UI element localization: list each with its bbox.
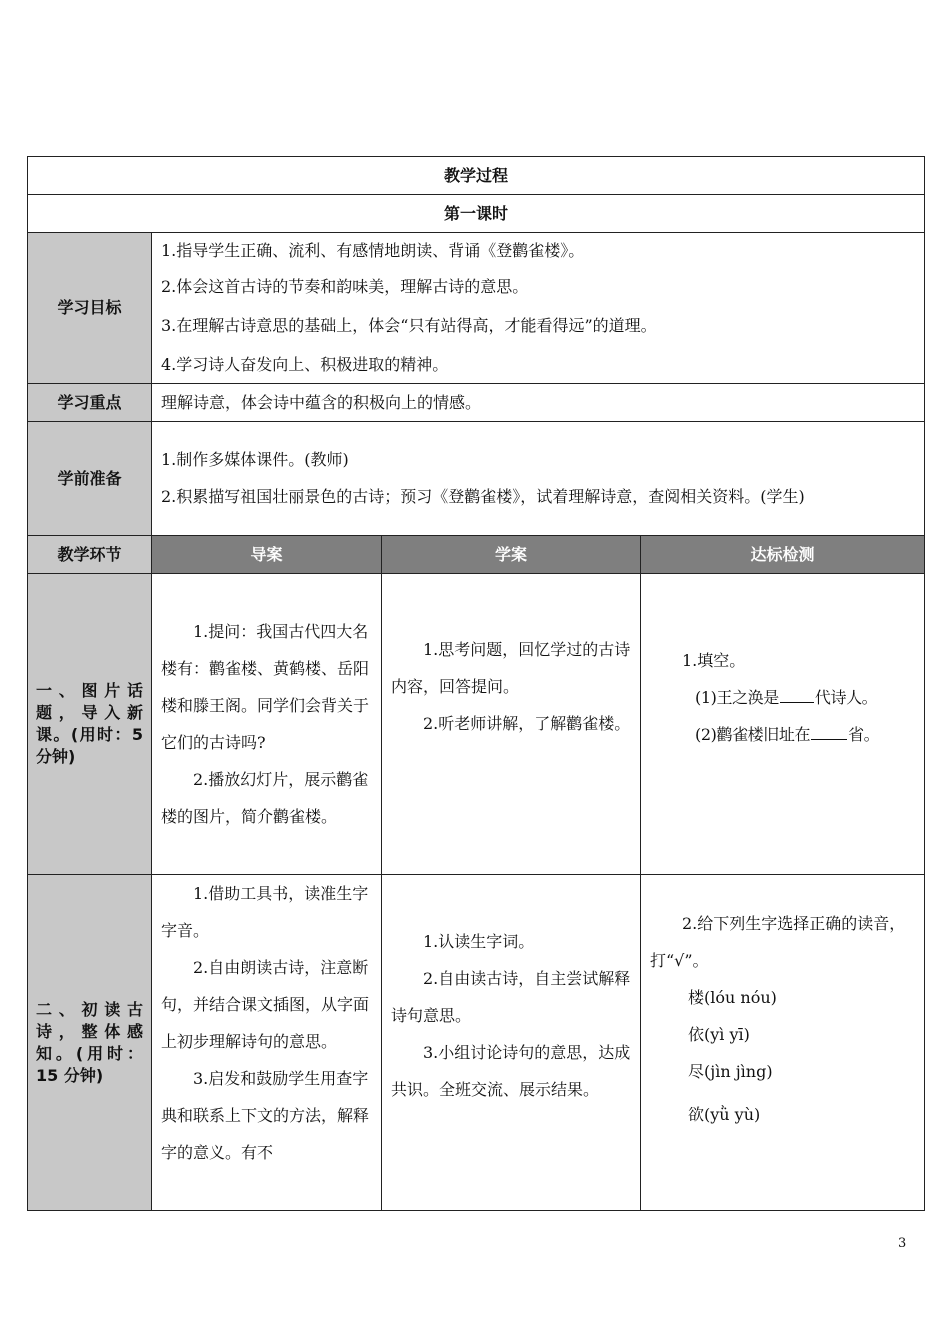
preparation-item: 2.积累描写祖国壮丽景色的古诗；预习《登鹳雀楼》，试着理解诗意，查阅相关资料。(学生) — [161, 486, 805, 506]
study-paragraph: 2.自由读古诗，自主尝试解释诗句意思。 — [391, 969, 631, 1025]
fill-question — [650, 679, 915, 716]
focus-text: 理解诗意，体会诗中蕴含的积极向上的情感。 — [152, 384, 925, 422]
check-cell — [641, 574, 925, 875]
question-text: 省。 — [848, 725, 880, 744]
guide-paragraph: 2.自由朗读古诗，注意断句，并结合课文插图，从字面上初步理解诗句的意思。 — [161, 958, 370, 1051]
pinyin-choice: 依(yì yī) — [688, 1025, 750, 1044]
objective-item: 3.在理解古诗意思的基础上，体会“只有站得高，才能看得远”的道理。 — [161, 316, 657, 335]
guide-cell — [152, 875, 382, 1211]
preparation-label: 学前准备 — [28, 422, 152, 536]
answer-blank[interactable] — [780, 688, 814, 703]
guide-paragraph: 1.借助工具书，读准生字字音。 — [161, 884, 369, 940]
objective-item: 4.学习诗人奋发向上、积极进取的精神。 — [161, 355, 449, 374]
table-row — [28, 574, 925, 875]
objectives-label: 学习目标 — [28, 233, 152, 384]
check-intro: 2.给下列生字选择正确的读音，打“√”。 — [650, 914, 906, 970]
guide-paragraph: 1.提问：我国古代四大名楼有：鹳雀楼、黄鹤楼、岳阳楼和滕王阁。同学们会背关于它们的古诗吗? — [161, 622, 370, 752]
column-header-check: 达标检测 — [641, 536, 925, 574]
table-row — [28, 875, 925, 1211]
column-header-guide: 导案 — [152, 536, 382, 574]
preparation-content — [152, 422, 925, 536]
page-number: 3 — [898, 1236, 907, 1251]
study-paragraph: 1.认读生字词。 — [423, 932, 535, 951]
objective-item: 1.指导学生正确、流利、有感情地朗读、背诵《登鹳雀楼》。 — [161, 241, 585, 260]
focus-label: 学习重点 — [28, 384, 152, 422]
guide-paragraph: 2.播放幻灯片，展示鹳雀楼的图片，简介鹳雀楼。 — [161, 770, 369, 826]
study-cell — [382, 574, 641, 875]
stage-cell: 二、初读古诗，整体感知。(用时：15 分钟) — [28, 875, 152, 1211]
pinyin-choice: 尽(jìn jìng) — [688, 1062, 773, 1081]
lesson-process-table — [27, 156, 925, 1211]
column-header-study: 学案 — [382, 536, 641, 574]
table-title: 教学过程 — [28, 157, 925, 195]
stage-cell: 一、图片话题，导入新课。(用时：5分钟) — [28, 574, 152, 875]
objectives-content — [152, 233, 925, 384]
preparation-item: 1.制作多媒体课件。(教师) — [161, 449, 349, 469]
study-paragraph: 2.听老师讲解，了解鹳雀楼。 — [423, 714, 631, 733]
pinyin-choice: 欲(yǜ yù) — [688, 1105, 761, 1124]
study-paragraph: 1.思考问题，回忆学过的古诗内容，回答提问。 — [391, 640, 631, 696]
question-text: (1)王之涣是 — [695, 688, 779, 707]
check-cell — [641, 875, 925, 1211]
guide-cell — [152, 574, 382, 875]
objective-item: 2.体会这首古诗的节奏和韵味美，理解古诗的意思。 — [161, 277, 529, 296]
check-intro: 1.填空。 — [682, 651, 746, 670]
answer-blank[interactable] — [811, 725, 847, 740]
fill-question — [650, 716, 915, 753]
study-cell — [382, 875, 641, 1211]
question-text: 代诗人。 — [814, 688, 878, 707]
pinyin-choice: 楼(lóu nóu) — [688, 988, 777, 1007]
session-title: 第一课时 — [28, 195, 925, 233]
study-paragraph: 3.小组讨论诗句的意思，达成共识。全班交流、展示结果。 — [391, 1043, 631, 1099]
column-header-stage: 教学环节 — [28, 536, 152, 574]
question-text: (2)鹳雀楼旧址在 — [695, 725, 811, 744]
guide-paragraph: 3.启发和鼓励学生用查字典和联系上下文的方法，解释字的意义。有不 — [161, 1069, 370, 1162]
